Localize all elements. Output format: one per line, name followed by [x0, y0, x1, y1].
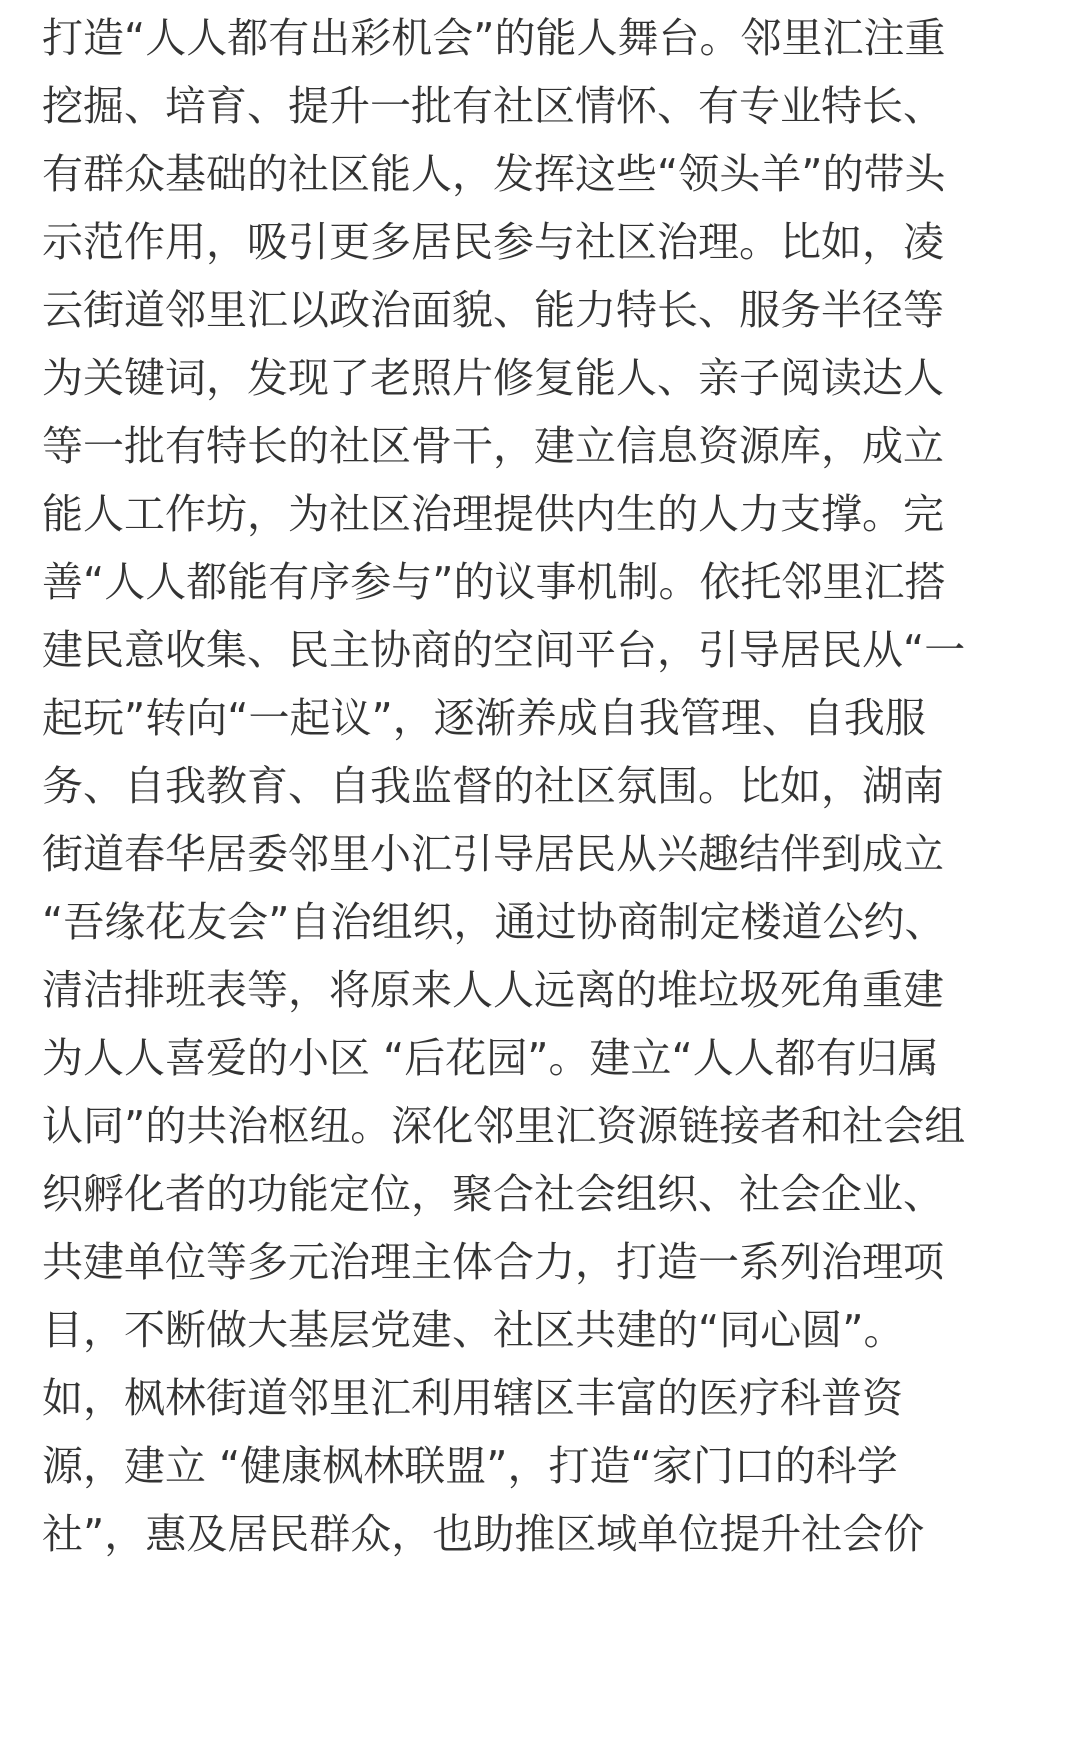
text-line-14: “吾缘花友会”自治组织，通过协商制定楼道公约、 [42, 898, 946, 946]
text-line-4: 示范作用，吸引更多居民参与社区治理。比如，凌 [42, 218, 944, 266]
text-line-1: 打造“人人都有出彩机会”的能人舞台。邻里汇注重 [42, 14, 946, 62]
text-line-5: 云街道邻里汇以政治面貌、能力特长、服务半径等 [42, 286, 944, 334]
text-line-23: 社”，惠及居民群众，也助推区域单位提升社会价 [42, 1510, 925, 1558]
text-line-16: 为人人喜爱的小区 “后花园”。建立“人人都有归属 [42, 1034, 939, 1082]
text-line-18: 织孵化者的功能定位，聚合社会组织、社会企业、 [42, 1170, 944, 1218]
text-line-9: 善“人人都能有序参与”的议事机制。依托邻里汇搭 [42, 558, 946, 606]
text-line-17: 认同”的共治枢纽。深化邻里汇资源链接者和社会组 [42, 1102, 966, 1150]
text-line-8: 能人工作坊，为社区治理提供内生的人力支撑。完 [42, 490, 944, 538]
text-line-12: 务、自我教育、自我监督的社区氛围。比如，湖南 [42, 762, 944, 810]
text-line-21: 如，枫林街道邻里汇利用辖区丰富的医疗科普资 [42, 1374, 903, 1422]
text-line-22: 源，建立 “健康枫林联盟”，打造“家门口的科学 [42, 1442, 898, 1490]
text-line-15: 清洁排班表等，将原来人人远离的堆垃圾死角重建 [42, 966, 944, 1014]
text-line-10: 建民意收集、民主协商的空间平台，引导居民从“一 [42, 626, 966, 674]
text-line-13: 街道春华居委邻里小汇引导居民从兴趣结伴到成立 [42, 830, 944, 878]
text-line-19: 共建单位等多元治理主体合力，打造一系列治理项 [42, 1238, 944, 1286]
text-line-2: 挖掘、培育、提升一批有社区情怀、有专业特长、 [42, 82, 944, 130]
text-line-11: 起玩”转向“一起议”，逐渐养成自我管理、自我服 [42, 694, 926, 742]
text-line-20: 目，不断做大基层党建、社区共建的“同心圆”。 [42, 1306, 905, 1354]
text-line-6: 为关键词，发现了老照片修复能人、亲子阅读达人 [42, 354, 944, 402]
text-line-7: 等一批有特长的社区骨干，建立信息资源库，成立 [42, 422, 944, 470]
text-line-3: 有群众基础的社区能人，发挥这些“领头羊”的带头 [42, 150, 946, 198]
